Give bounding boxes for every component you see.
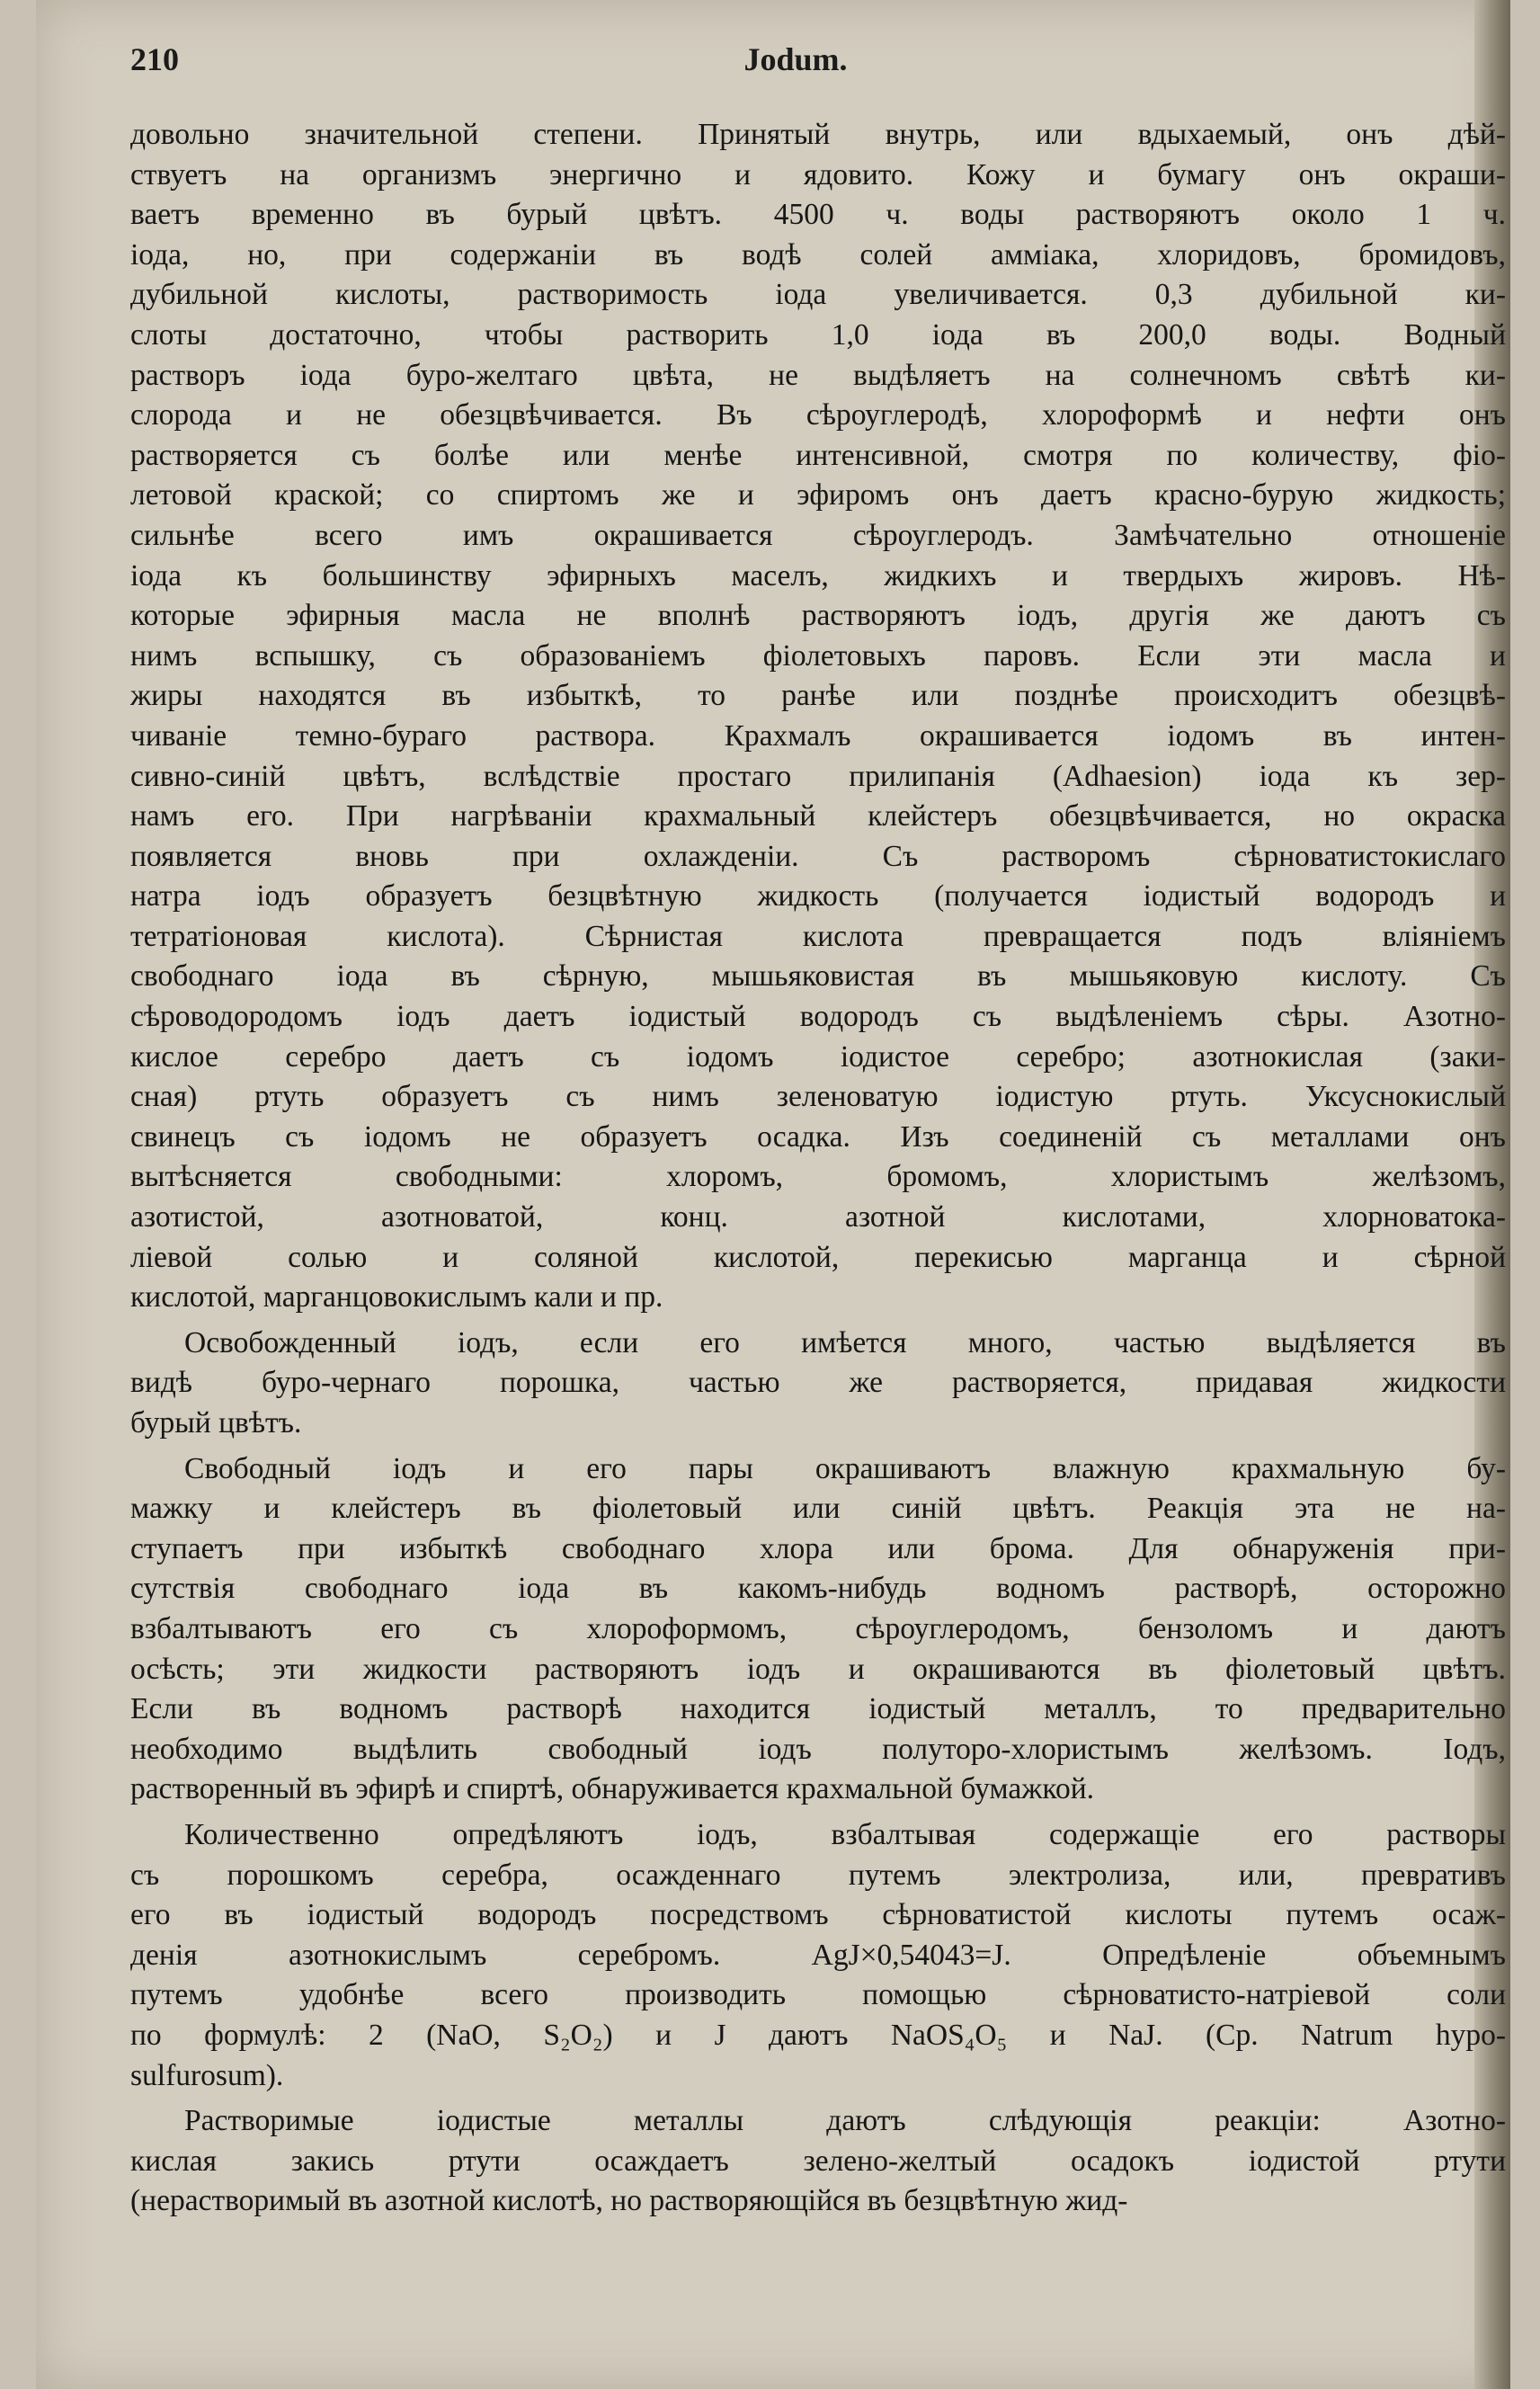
text-line: сѣроводородомъ іодъ даетъ іодистый водородъ съ выдѣленіемъ сѣры. Азотно- (130, 1000, 1506, 1034)
text-line: sulfurosum). (130, 2058, 284, 2092)
text-line: денія азотнокислымъ серебромъ. AgJ×0,54043=J. Опредѣленіе объемнымъ (130, 1938, 1506, 1972)
text-line: взбалтываютъ его съ хлороформомъ, сѣроуглеродомъ, бензоломъ и даютъ (130, 1611, 1506, 1645)
paragraph (130, 115, 1506, 1318)
text-line: свободнаго іода въ сѣрную, мышьяковистая въ мышьяковую кислоту. Съ (130, 959, 1506, 994)
text-line: Количественно опредѣляютъ іодъ, взбалтывая содержащіе его растворы (184, 1817, 1506, 1851)
paragraph (130, 1449, 1506, 1810)
text-line: намъ его. При нагрѣваніи крахмальный клейстеръ обезцвѣчивается, но окраска (130, 799, 1506, 833)
text-line: Если въ водномъ растворѣ находится іодистый металлъ, то предварительно (130, 1692, 1506, 1726)
text-line: осѣсть; эти жидкости растворяютъ іодъ и окрашиваются въ фіолетовый цвѣтъ. (130, 1652, 1506, 1686)
text-line: ваетъ временно въ бурый цвѣтъ. 4500 ч. воды растворяютъ около 1 ч. (130, 198, 1506, 232)
text-line: кислая закись ртути осаждаетъ зелено-желтый осадокъ іодистой ртути (130, 2144, 1506, 2178)
text-line: сная) ртуть образуетъ съ нимъ зеленоватую іодистую ртуть. Уксуснокислый (130, 1080, 1506, 1114)
paragraph (130, 1815, 1506, 2096)
text-line: Освобожденный іодъ, если его имѣется много, частью выдѣляется въ (184, 1325, 1506, 1359)
text-line: сильнѣе всего имъ окрашивается сѣроуглеродъ. Замѣчательно отношеніе (130, 518, 1506, 552)
text-line: довольно значительной степени. Принятый внутрь, или вдыхаемый, онъ дѣй- (130, 118, 1506, 151)
text-line: которые эфирныя масла не вполнѣ растворяютъ іодъ, другія же даютъ съ (130, 599, 1506, 633)
text-line: ствуетъ на организмъ энергично и ядовито. Кожу и бумагу онъ окраши- (130, 157, 1506, 192)
text-line: іода къ большинству эфирныхъ маселъ, жидкихъ и твердыхъ жировъ. Нѣ- (130, 558, 1506, 593)
text-line: путемъ удобнѣе всего производить помощью сѣрноватисто-натріевой соли (130, 1978, 1506, 2012)
text-line: бурый цвѣтъ. (130, 1406, 302, 1440)
text-line: кислое серебро даетъ съ іодомъ іодистое серебро; азотнокислая (заки- (130, 1039, 1506, 1074)
text-line: появляется вновь при охлажденіи. Съ растворомъ сѣрноватистокислаго (130, 839, 1506, 873)
text-line: по формулѣ: 2 (NaO, S₂O₂) и J даютъ NaOS₄O₅ и NaJ. (Ср. Natrum hypo- (130, 2018, 1506, 2052)
text-line: іода, но, при содержаніи въ водѣ солей аммiака, хлоридовъ, бромидовъ, (130, 237, 1506, 272)
text-line: Растворимые іодистые металлы даютъ слѣдующія реакціи: Азотно- (184, 2104, 1506, 2138)
text-line: тетратіоновая кислота). Сѣрнистая кислота превращается подъ вліяніемъ (130, 919, 1506, 953)
text-line: жиры находятся въ избыткѣ, то ранѣе или позднѣе происходитъ обезцвѣ- (130, 679, 1506, 713)
text-line: свинецъ съ іодомъ не образуетъ осадка. Изъ соединеній съ металлами онъ (130, 1119, 1506, 1154)
text-line: мажку и клейстеръ въ фіолетовый или синій цвѣтъ. Реакція эта не на- (130, 1492, 1506, 1526)
text-line: растворяется съ болѣе или менѣе интенсивной, смотря по количеству, фіо- (130, 438, 1506, 472)
text-line: нимъ вспышку, съ образованіемъ фіолетовыхъ паровъ. Если эти масла и (130, 638, 1506, 673)
text-line: слоты достаточно, чтобы растворить 1,0 іода въ 200,0 воды. Водный (130, 317, 1506, 352)
text-line: слорода и не обезцвѣчивается. Въ сѣроуглеродѣ, хлороформѣ и нефти онъ (130, 398, 1506, 432)
text-line: его въ іодистый водородъ посредствомъ сѣрноватистой кислоты путемъ осаж- (130, 1898, 1506, 1932)
text-line: дубильной кислоты, растворимость іода увеличивается. 0,3 дубильной ки- (130, 278, 1506, 312)
running-head: Jodum. (743, 41, 848, 77)
body-text (130, 115, 1506, 2227)
text-line: чиваніе темно-бураго раствора. Крахмалъ окрашивается іодомъ въ интен- (130, 718, 1506, 753)
text-line: съ порошкомъ серебра, осажденнаго путемъ электролиза, или, превративъ (130, 1858, 1506, 1892)
text-line: ліевой солью и соляной кислотой, перекисью марганца и сѣрной (130, 1240, 1506, 1274)
text-line: азотистой, азотноватой, конц. азотной кислотами, хлорноватока- (130, 1200, 1506, 1235)
text-line: летовой краской; со спиртомъ же и эфиромъ онъ даетъ красно-бурую жидкость; (130, 478, 1506, 513)
text-line: растворенный въ эфирѣ и спиртѣ, обнаруживается крахмальной бумажкой. (130, 1772, 1095, 1806)
text-line: видѣ буро-чернаго порошка, частью же растворяется, придавая жидкости (130, 1366, 1506, 1400)
text-line: натра іодъ образуетъ безцвѣтную жидкость (получается іодистый водородъ и (130, 879, 1506, 914)
book-page (36, 0, 1510, 2389)
text-line: сивно-синій цвѣтъ, вслѣдствіе простаго прилипанія (Adhaesion) іода къ зер- (130, 759, 1506, 793)
text-line: ступаетъ при избыткѣ свободнаго хлора или брома. Для обнаруженія при- (130, 1531, 1506, 1565)
text-line: растворъ іода буро-желтаго цвѣта, не выдѣляетъ на солнечномъ свѣтѣ ки- (130, 358, 1506, 392)
page-number: 210 (130, 41, 179, 77)
paragraph (130, 1324, 1506, 1444)
text-line: сутствія свободнаго іода въ какомъ-нибудь водномъ растворѣ, осторожно (130, 1572, 1506, 1606)
page-header (94, 36, 1497, 90)
paragraph (130, 2101, 1506, 2222)
text-line: (нерастворимый въ азотной кислотѣ, но растворяющійся въ безцвѣтную жид- (130, 2184, 1128, 2218)
text-line: вытѣсняется свободными: хлоромъ, бромомъ, хлористымъ желѣзомъ, (130, 1160, 1506, 1194)
text-line: Свободный іодъ и его пары окрашиваютъ влажную крахмальную бу- (184, 1451, 1506, 1485)
text-line: необходимо выдѣлить свободный іодъ полуторо-хлористымъ желѣзомъ. Іодъ, (130, 1732, 1506, 1766)
text-line: кислотой, марганцовокислымъ кали и пр. (130, 1280, 663, 1315)
